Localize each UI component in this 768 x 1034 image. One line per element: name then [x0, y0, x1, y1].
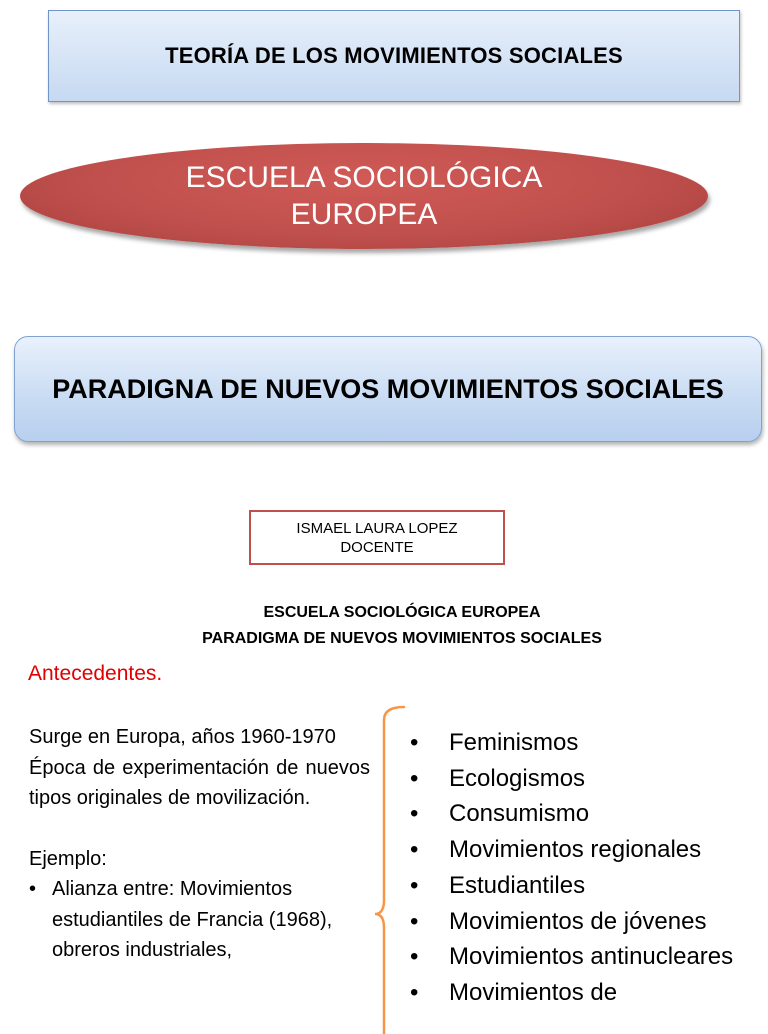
movements-list [410, 725, 760, 1011]
paradigm-box [14, 336, 762, 442]
example-item: • Alianza entre: Movimientos estudiantiles de Francia (1968), obreros industriales, [29, 874, 370, 966]
movement-item: • Consumismo [410, 796, 760, 832]
intro-line1: Surge en Europa, años 1960-1970 [29, 726, 336, 748]
example-list [29, 874, 370, 966]
movement-item: • Movimientos antinucleares [410, 939, 760, 975]
paradigm-title: PARADIGNA DE NUEVOS MOVIMIENTOS SOCIALES [52, 373, 724, 404]
movement-item: • Movimientos de jóvenes [410, 904, 760, 940]
slide2-heading-line1: ESCUELA SOCIOLÓGICA EUROPEA [263, 604, 541, 621]
movement-item: • Ecologismos [410, 761, 760, 797]
school-title-line2: EUROPEA [290, 198, 438, 231]
author-role: DOCENTE [340, 538, 414, 556]
author-box [249, 510, 505, 565]
school-title-line1: ESCUELA SOCIOLÓGICA [185, 161, 543, 194]
presentation-title-box [48, 10, 740, 102]
movement-item: • Movimientos regionales [410, 832, 760, 868]
antecedentes-text [29, 722, 370, 966]
section-label: Antecedentes. [28, 662, 163, 685]
brace-path [375, 707, 404, 1034]
example-label: Ejemplo: [29, 847, 107, 870]
movement-item: • Feminismos [410, 725, 760, 761]
presentation-title: TEORÍA DE LOS MOVIMIENTOS SOCIALES [165, 43, 623, 68]
movement-item: • Movimientos de [410, 975, 760, 1011]
curly-brace-icon [372, 704, 412, 1034]
movement-item: • Estudiantiles [410, 868, 760, 904]
school-ellipse [20, 143, 708, 249]
intro-line2: Época de experimentación de nuevos tipos originales de movilización. [29, 756, 370, 809]
author-name: ISMAEL LAURA LOPEZ [296, 519, 458, 537]
slide2-heading-line2: PARADIGMA DE NUEVOS MOVIMIENTOS SOCIALES [202, 630, 602, 647]
